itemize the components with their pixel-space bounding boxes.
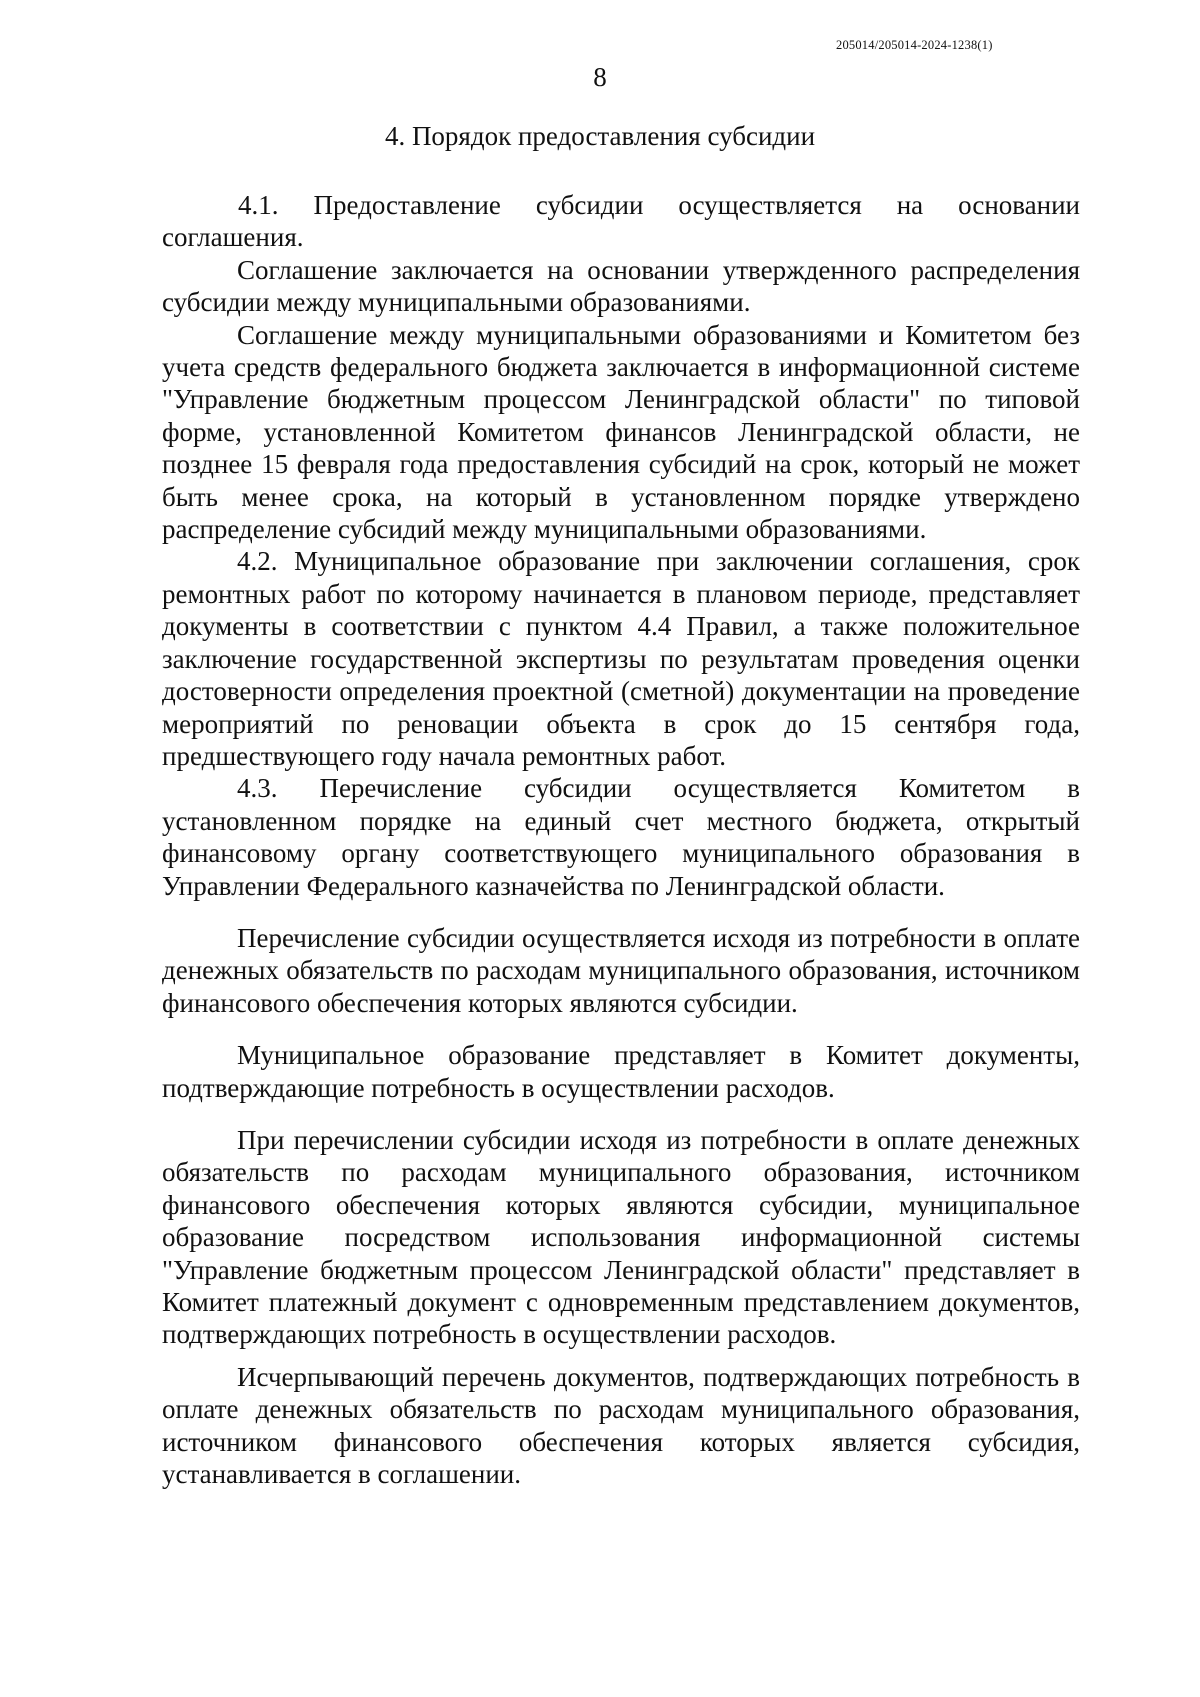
paragraph-payment: При перечислении субсидии исходя из потребности в оплате денежных обязательств по расходам муниципального образования, источником финансового обеспечения которых являются субсидии, муниципальное образование посредством использования информационной системы "Управление бюджетным процессом Ленинградской области" представляет в Комитет платежный документ с одновременным представлением документов, подтверждающих потребность в осуществлении расходов. [162,1124,1080,1350]
paragraph-4-1: 4.1. Предоставление субсидии осуществляется на основании соглашения. [162,190,1080,253]
paragraph-transfer: Перечисление субсидии осуществляется исходя из потребности в оплате денежных обязательств по расходам муниципального образования, источником финансового обеспечения которых являются субсидии. [162,922,1080,1018]
paragraph-agreement: Соглашение заключается на основании утвержденного распределения субсидии между муниципальными образованиями. [162,254,1080,318]
paragraph-exhaustive-list: Исчерпывающий перечень документов, подтверждающих потребность в оплате денежных обязательств по расходам муниципального образования, источником финансового обеспечения которых является субсидия, устанавливается в соглашении. [162,1361,1080,1490]
paragraph-documents: Муниципальное образование представляет в Комитет документы, подтверждающие потребность в осуществлении расходов. [162,1040,1080,1103]
paragraph-agreement-terms: Соглашение между муниципальными образованиями и Комитетом без учета средств федерального бюджета заключается в информационной системе "Управление бюджетным процессом Ленинградской области" по типовой форме, установленной Комитетом финансов Ленинградской области, не позднее 15 февраля года предоставления субсидий на срок, который не может быть менее срока, на который в установленном порядке утверждено распределение субсидий между муниципальными образованиями. [162,319,1080,545]
document-body [162,189,1080,1490]
section-title: 4. Порядок предоставления субсидии [384,121,816,151]
page-number: 8 [593,62,607,92]
paragraph-4-3: 4.3. Перечисление субсидии осуществляется Комитетом в установленном порядке на единый счет местного бюджета, открытый финансовому органу соответствующего муниципального образования в Управлении Федерального казначейства по Ленинградской области. [162,773,1080,901]
paragraph-4-2: 4.2. Муниципальное образование при заключении соглашения, срок ремонтных работ по которому начинается в плановом периоде, представляет документы в соответствии с пунктом 4.4 Правил, а также положительное заключение государственной экспертизы по результатам проведения оценки достоверности определения проектной (сметной) документации на проведение мероприятий по реновации объекта в срок до 15 сентября года, предшествующего году начала ремонтных работ. [162,546,1080,771]
document-id: 205014/205014-2024-1238(1) [836,38,993,52]
